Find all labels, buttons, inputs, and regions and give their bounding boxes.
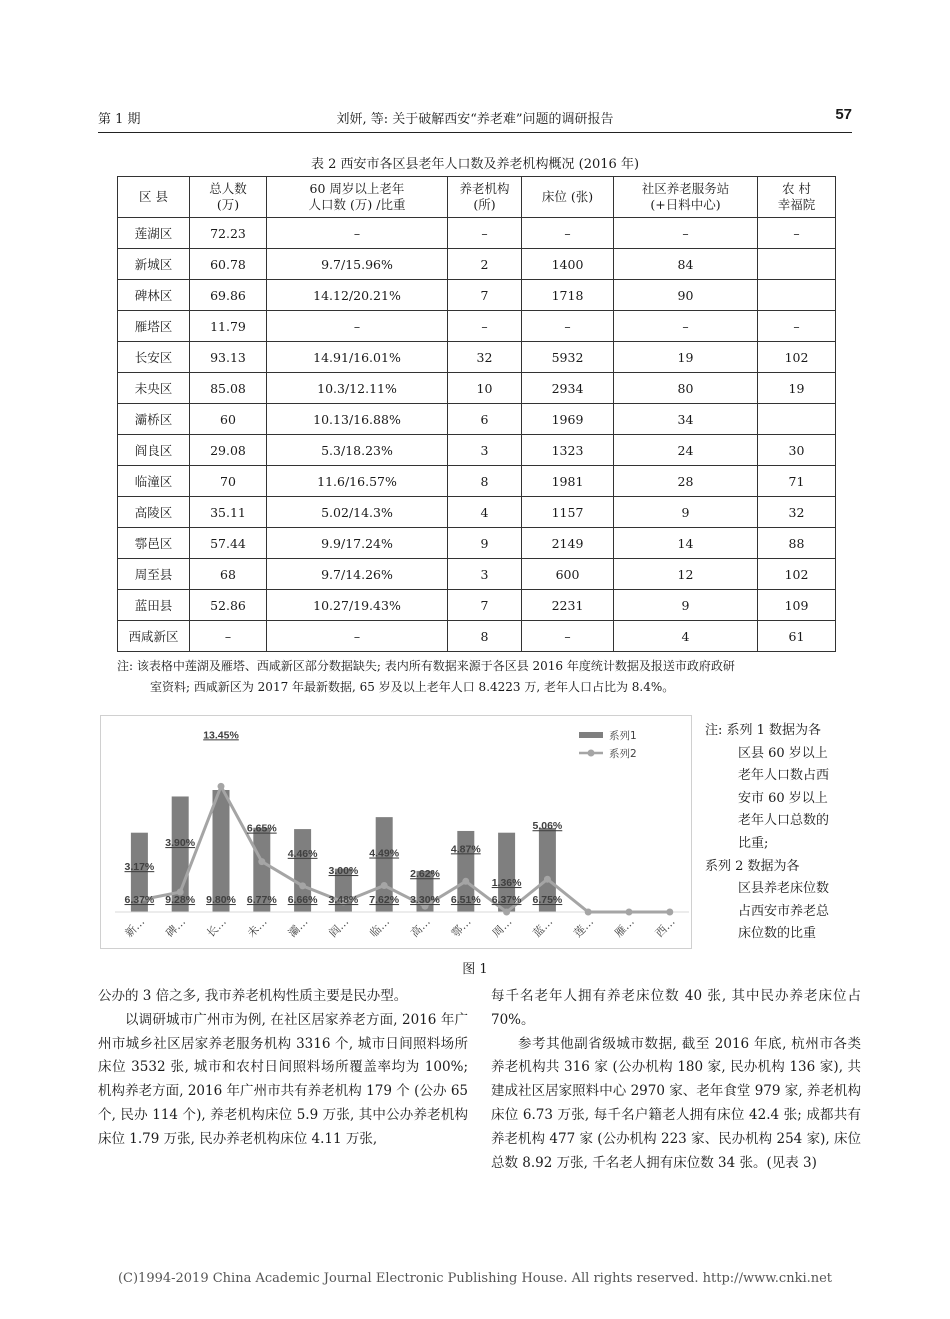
table-row (118, 311, 836, 342)
table-cell: 80 (614, 373, 758, 404)
table-cell: 周至县 (118, 559, 190, 590)
table-cell: 2934 (522, 373, 614, 404)
point-series2 (258, 858, 265, 865)
table-cell: 9 (614, 497, 758, 528)
right-column (491, 985, 861, 1175)
column-header-line: 幸福院 (777, 197, 816, 212)
table-cell: 71 (758, 466, 836, 497)
data-label-series1: 6.51% (450, 894, 481, 906)
table-cell: 70 (190, 466, 267, 497)
table-cell: 3 (448, 559, 522, 590)
x-tick-label: 未… (244, 915, 270, 940)
chart-svg (101, 716, 691, 948)
table-cell: 9 (448, 528, 522, 559)
x-tick-label: 长… (204, 915, 229, 940)
table-body (118, 218, 836, 652)
table-cell: 60 (190, 404, 267, 435)
table-cell: 1157 (522, 497, 614, 528)
table-cell: 29.08 (190, 435, 267, 466)
point-series2 (585, 909, 592, 916)
table-cell: 2231 (522, 590, 614, 621)
table-cell: 新城区 (118, 249, 190, 280)
table-cell: 5.02/14.3% (267, 497, 448, 528)
table-cell: 莲湖区 (118, 218, 190, 249)
table-cell: 7 (448, 280, 522, 311)
data-label-series2: 6.65% (246, 822, 277, 835)
table-cell: 8 (448, 466, 522, 497)
chart-note-line: 安市 60 岁以上 (738, 790, 828, 806)
table-cell: 32 (448, 342, 522, 373)
x-tick-label: 鄠… (448, 915, 474, 940)
table-cell: 灞桥区 (118, 404, 190, 435)
table-cell: 3 (448, 435, 522, 466)
table-cell: – (614, 311, 758, 342)
table-cell: 93.13 (190, 342, 267, 373)
header-row (118, 177, 836, 218)
table-row (118, 466, 836, 497)
table-cell: – (190, 621, 267, 652)
table-cell: 6 (448, 404, 522, 435)
column-header (522, 177, 614, 218)
table-cell: 57.44 (190, 528, 267, 559)
table-cell: – (448, 218, 522, 249)
data-label-series2: 3.90% (165, 837, 196, 850)
x-tick-label: 高… (408, 915, 433, 940)
column-header-line: 区 县 (139, 189, 168, 204)
data-label-series2: 3.17% (124, 861, 155, 874)
table-cell (758, 280, 836, 311)
right-paragraph-1: 每千名老年人拥有养老床位数 40 张, 其中民办养老床位占 70%。 (491, 988, 861, 1028)
x-tick-label: 雁… (612, 915, 637, 940)
table-cell: 4 (614, 621, 758, 652)
column-header (118, 177, 190, 218)
point-series2 (381, 882, 388, 889)
legend-marker-series2 (588, 750, 595, 757)
table-cell: 西咸新区 (118, 621, 190, 652)
data-label-series2: 4.46% (287, 847, 318, 860)
table-caption: 表 2 西安市各区县老年人口数及养老机构概况 (2016 年) (310, 157, 640, 172)
point-series2 (299, 882, 306, 889)
table-cell: 阎良区 (118, 435, 190, 466)
table-row (118, 497, 836, 528)
data-label-series1: 6.77% (246, 894, 277, 906)
copyright-footer: (C)1994-2019 China Academic Journal Electronic Publishing House. All rights reserved. http://www.cnki.net (117, 1271, 833, 1286)
x-tick-label: 蓝… (530, 915, 556, 940)
x-tick-label: 莲… (571, 915, 597, 940)
issue-number: 第 1 期 (98, 112, 141, 127)
table-cell (758, 404, 836, 435)
chart-note-line: 系列 2 数据为各 (705, 858, 800, 874)
table-cell: 12 (614, 559, 758, 590)
table-cell: 碑林区 (118, 280, 190, 311)
table-row (118, 621, 836, 652)
column-header-line: (所) (473, 197, 496, 212)
table-cell: 90 (614, 280, 758, 311)
table-note-line-2: 室资料; 西咸新区为 2017 年最新数据, 65 岁及以上老年人口 8.4223 万, 老年人口占比为 8.4%。 (150, 680, 675, 694)
table-cell: – (522, 621, 614, 652)
table-cell: 102 (758, 559, 836, 590)
data-label-series2: 2.62% (410, 868, 440, 881)
right-paragraph-2: 参考其他副省级城市数据, 截至 2016 年底, 杭州市各类养老机构共 316 家 (公办机构 180 家, 民办机构 136 家), 共建成社区居家照料中心 2970 家、老年食堂 979 家, 养老机构床位 6.73 万张, 每千名户籍老人拥有床位 42.4 张; 成都共有养老机构 477 家 (公办机构 223 家、民办机构 254 家), 床位总数 8.92 万张, 千名老人拥有床位数 34 张。(见表 3) (491, 1035, 861, 1171)
legend-label-series2: 系列2 (609, 748, 637, 760)
point-series2 (218, 783, 225, 790)
table-cell: 10.3/12.11% (267, 373, 448, 404)
column-header-line: 社区养老服务站 (641, 181, 730, 196)
running-title: 刘妍, 等: 关于破解西安“养老难”问题的调研报告 (336, 112, 614, 127)
x-tick-label: 灞… (285, 915, 311, 940)
table-note-line-1: 注: 该表格中莲湖及雁塔、西咸新区部分数据缺失; 表内所有数据来源于各区县 2016 年度统计数据及报送市政府政研 (117, 659, 735, 673)
figure-1-chart (100, 715, 692, 949)
legend-label-series1: 系列1 (609, 730, 637, 742)
table-row (118, 280, 836, 311)
table-row (118, 404, 836, 435)
data-label-series1: 6.75% (532, 894, 563, 906)
running-header (98, 106, 852, 130)
table-cell: 88 (758, 528, 836, 559)
column-header-line: 人口数 (万) /比重 (308, 197, 406, 212)
table-cell: 11.79 (190, 311, 267, 342)
table-cell: 28 (614, 466, 758, 497)
chart-note-line: 区县 60 岁以上 (738, 745, 828, 761)
table-cell: 11.6/16.57% (267, 466, 448, 497)
table-cell: 1323 (522, 435, 614, 466)
table-cell: 68 (190, 559, 267, 590)
table-row (118, 218, 836, 249)
column-header-line: 60 周岁以上老年 (309, 181, 405, 196)
x-tick-label: 临… (367, 915, 393, 940)
point-series2 (544, 876, 551, 883)
table-cell: 10.27/19.43% (267, 590, 448, 621)
chart-note-line: 老年人口总数的 (738, 813, 830, 829)
table-cell: 34 (614, 404, 758, 435)
table-cell: – (267, 621, 448, 652)
x-tick-label: 碑… (163, 915, 189, 940)
table-row (118, 559, 836, 590)
table-cell: – (267, 218, 448, 249)
table-cell: 4 (448, 497, 522, 528)
table-cell: 临潼区 (118, 466, 190, 497)
data-label-series1: 3.30% (410, 894, 440, 906)
table-row (118, 249, 836, 280)
table-cell: 1969 (522, 404, 614, 435)
figure-caption: 图 1 (462, 962, 488, 977)
table-cell: 60.78 (190, 249, 267, 280)
legend-swatch-series1 (579, 732, 603, 738)
data-label-series1: 3.48% (328, 894, 359, 906)
table-cell: 35.11 (190, 497, 267, 528)
table-cell: – (758, 218, 836, 249)
table-cell: 9 (614, 590, 758, 621)
point-series2 (666, 909, 673, 916)
table-cell: – (522, 311, 614, 342)
page-number: 57 (835, 106, 852, 123)
table-cell: 9.7/14.26% (267, 559, 448, 590)
data-label-series1: 9.28% (165, 894, 196, 906)
table-cell: 蓝田县 (118, 590, 190, 621)
data-table (117, 176, 836, 652)
table-cell: 长安区 (118, 342, 190, 373)
table-cell: 10.13/16.88% (267, 404, 448, 435)
chart-note-line: 区县养老床位数 (738, 881, 830, 897)
table-cell: 19 (758, 373, 836, 404)
column-header (758, 177, 836, 218)
table-header (118, 177, 836, 218)
column-header-line: (+日料中心) (650, 197, 721, 212)
data-label-series2: 1.36% (491, 877, 522, 889)
table-cell: – (448, 311, 522, 342)
table-cell: 1400 (522, 249, 614, 280)
table-cell: 5.3/18.23% (267, 435, 448, 466)
column-header (614, 177, 758, 218)
table-cell: 109 (758, 590, 836, 621)
table-cell: 1981 (522, 466, 614, 497)
chart-note-line: 比重; (738, 835, 769, 851)
left-paragraph-1: 公办的 3 倍之多, 我市养老机构性质主要是民办型。 (98, 988, 408, 1004)
table-cell: 高陵区 (118, 497, 190, 528)
table-cell: 84 (614, 249, 758, 280)
table-cell: 14.12/20.21% (267, 280, 448, 311)
chart-note (705, 720, 850, 946)
data-label-series1: 9.80% (206, 894, 236, 906)
table-note (117, 656, 847, 698)
table-cell: – (614, 218, 758, 249)
column-header-line: 农 村 (782, 181, 811, 196)
column-header (448, 177, 522, 218)
table-row (118, 435, 836, 466)
x-tick-label: 新… (122, 915, 148, 940)
table-cell: 雁塔区 (118, 311, 190, 342)
point-series2 (626, 909, 633, 916)
chart-note-line: 床位数的比重 (738, 926, 817, 942)
table-cell: 72.23 (190, 218, 267, 249)
table-cell: 32 (758, 497, 836, 528)
data-label-series2: 5.06% (532, 820, 563, 833)
table-cell: 102 (758, 342, 836, 373)
table-cell: 30 (758, 435, 836, 466)
table-cell: 9.7/15.96% (267, 249, 448, 280)
table-cell: 9.9/17.24% (267, 528, 448, 559)
chart-note-line: 老年人口数占西 (738, 768, 830, 784)
x-tick-label: 阎… (326, 915, 352, 940)
table-cell: – (267, 311, 448, 342)
x-tick-label: 西… (652, 915, 678, 940)
column-header (267, 177, 448, 218)
column-header-line: (万) (216, 197, 240, 212)
data-label-series2: 3.00% (328, 865, 359, 877)
x-tick-label: 周… (489, 915, 515, 940)
table-cell: 5932 (522, 342, 614, 373)
table-cell: 14 (614, 528, 758, 559)
table-cell: 2149 (522, 528, 614, 559)
table-cell: 未央区 (118, 373, 190, 404)
column-header-line: 总人数 (209, 181, 247, 196)
table-cell: 1718 (522, 280, 614, 311)
data-label-series2: 13.45% (203, 729, 239, 742)
table-cell: 鄠邑区 (118, 528, 190, 559)
table-cell: 7 (448, 590, 522, 621)
table-cell: 69.86 (190, 280, 267, 311)
table-cell: 2 (448, 249, 522, 280)
data-label-series1: 6.66% (287, 894, 318, 906)
left-paragraph-2: 以调研城市广州市为例, 在社区居家养老方面, 2016 年广州市城乡社区居家养老服务机构 3316 个, 城市日间照料场所床位 3532 张, 城市和农村日间照料场所覆盖率均为 100%; 机构养老方面, 2016 年广州市共有养老机构 179 个 (公办 65 个, 民办 114 个), 养老机构床位 5.9 万张, 其中公办养老机构床位 1.79 万张, 民办养老机构床位 4.11 万张, (98, 1011, 468, 1147)
table-cell: 52.86 (190, 590, 267, 621)
table-row (118, 590, 836, 621)
table-row (118, 373, 836, 404)
table-cell (758, 249, 836, 280)
table-cell: 19 (614, 342, 758, 373)
chart-note-line: 注: 系列 1 数据为各 (705, 723, 822, 738)
column-header (190, 177, 267, 218)
data-label-series1: 6.37% (124, 894, 155, 906)
point-series2 (503, 909, 510, 916)
table-row (118, 342, 836, 373)
column-header-line: 养老机构 (459, 181, 510, 196)
point-series2 (462, 878, 469, 885)
data-label-series2: 4.49% (369, 847, 400, 860)
column-header-line: 床位 (张) (541, 189, 594, 204)
table-cell: 8 (448, 621, 522, 652)
table-cell: 24 (614, 435, 758, 466)
table-cell: – (522, 218, 614, 249)
header-rule (98, 132, 852, 133)
table-cell: 61 (758, 621, 836, 652)
table-cell: 600 (522, 559, 614, 590)
left-column (98, 985, 468, 1152)
chart-note-line: 占西安市养老总 (738, 903, 830, 919)
table-row (118, 528, 836, 559)
table-cell: 85.08 (190, 373, 267, 404)
table-cell: – (758, 311, 836, 342)
data-label-series1: 7.62% (369, 894, 400, 906)
data-label-series1: 6.37% (491, 894, 522, 906)
table-cell: 14.91/16.01% (267, 342, 448, 373)
table-cell: 10 (448, 373, 522, 404)
data-label-series2: 4.87% (450, 843, 481, 856)
